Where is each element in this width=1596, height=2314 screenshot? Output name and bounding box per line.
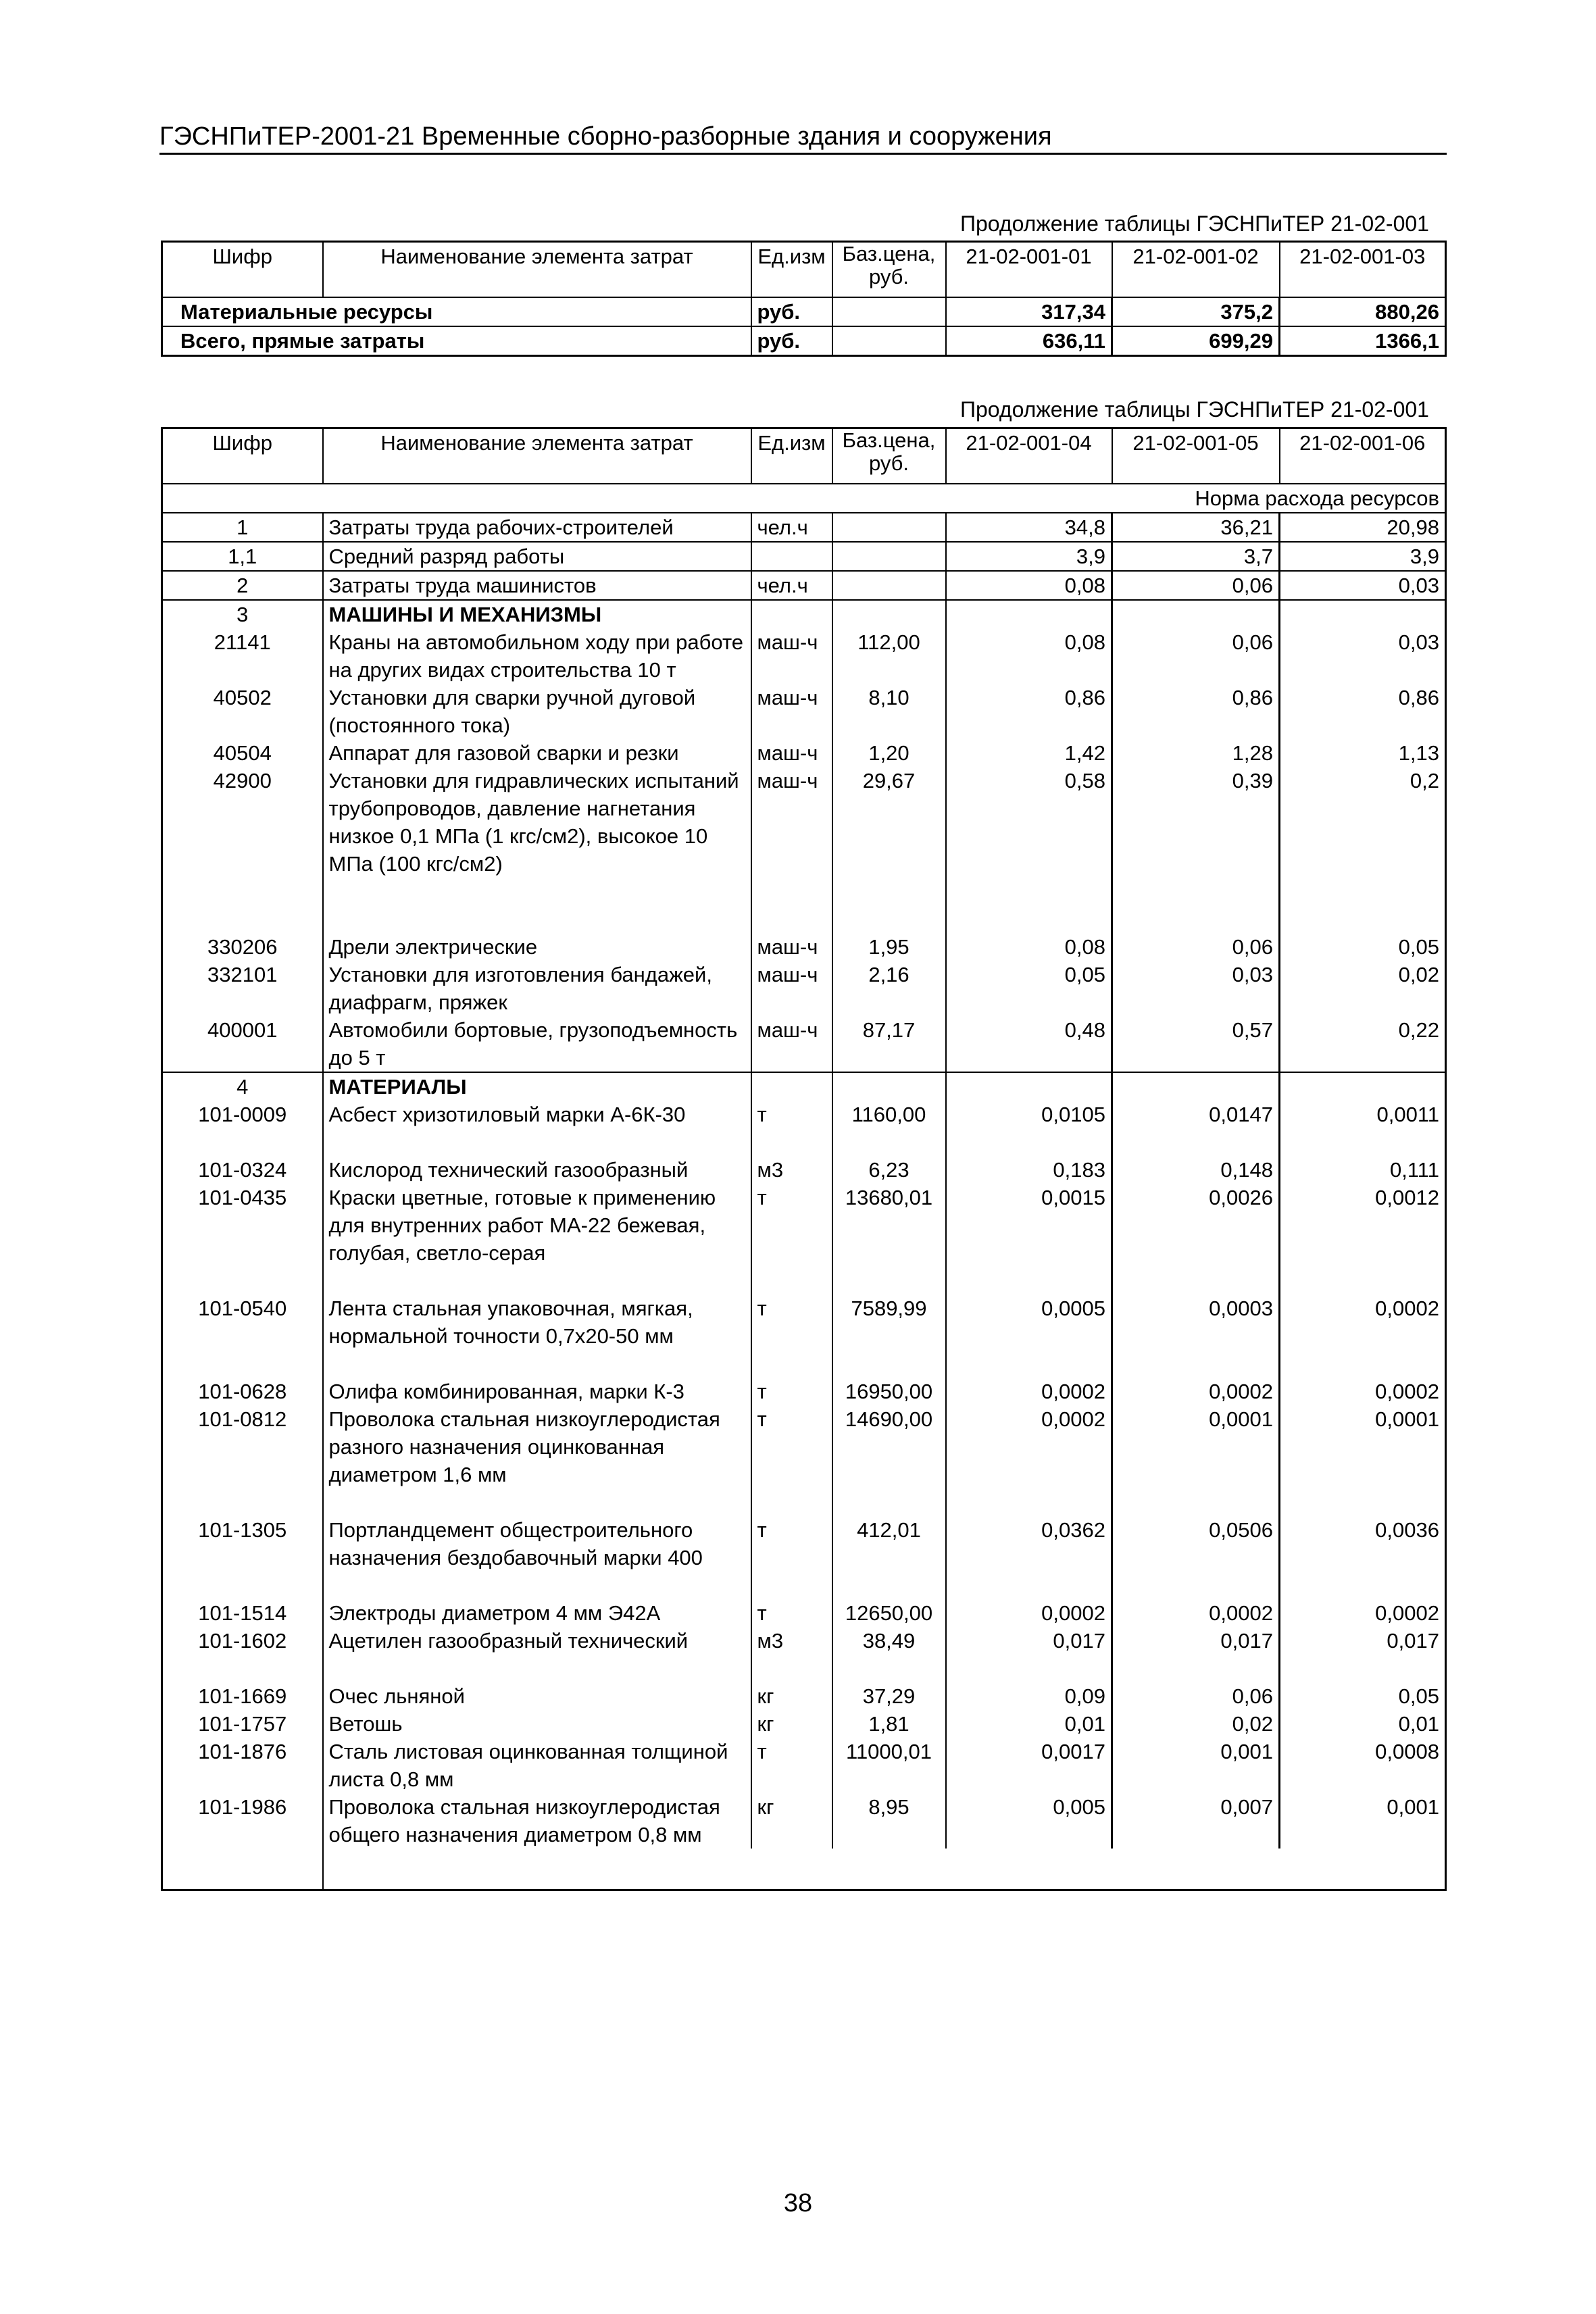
col-c3-header: 21-02-001-06 <box>1280 428 1446 484</box>
value-cell: 0,05 <box>946 961 1112 1016</box>
unit-cell: маш-ч <box>751 933 832 961</box>
value-cell: 1,13 <box>1280 739 1446 767</box>
value-cell: 0,0002 <box>946 1405 1112 1516</box>
value-cell: 36,21 <box>1112 513 1280 542</box>
value-cell: 0,2 <box>1280 767 1446 933</box>
code-cell: 330206 <box>207 935 278 959</box>
value-cell: 0,0105 <box>946 1101 1112 1156</box>
code-cell: 3 <box>162 600 323 628</box>
table1 <box>161 241 1447 357</box>
resource-row <box>162 628 1446 684</box>
unit-cell: маш-ч <box>751 1016 832 1072</box>
value-cell: 0,08 <box>946 571 1112 600</box>
spacer-cell <box>1280 1848 1446 1890</box>
value-cell: 34,8 <box>946 513 1112 542</box>
value-cell: 0,48 <box>946 1016 1112 1072</box>
value-cell: 0,01 <box>1280 1710 1446 1738</box>
unit-cell: руб. <box>751 326 832 356</box>
price-cell: 6,23 <box>832 1156 946 1184</box>
code-cell: 40502 <box>213 686 272 709</box>
value-cell: 3,9 <box>946 542 1112 571</box>
resource-row <box>162 1156 1446 1184</box>
unit-cell: т <box>751 1184 832 1294</box>
value-cell: 0,0147 <box>1112 1101 1280 1156</box>
name-cell: Электроды диаметром 4 мм Э42А <box>323 1599 751 1627</box>
unit-cell: кг <box>751 1682 832 1710</box>
summary-label: Материальные ресурсы <box>162 297 751 326</box>
table2-caption: Продолжение таблицы ГЭСНПиТЕР 21-02-001 <box>960 397 1429 422</box>
name-cell: Асбест хризотиловый марки А-6К-30 <box>323 1101 751 1156</box>
value-cell: 0,0001 <box>1112 1405 1280 1516</box>
name-cell: Краны на автомобильном ходу при работе на других видах строительства 10 т <box>323 628 751 684</box>
col-c3-header: 21-02-001-03 <box>1280 242 1446 298</box>
resource-row <box>162 1627 1446 1682</box>
value-cell: 0,03 <box>1112 961 1280 1016</box>
col-c1-header: 21-02-001-04 <box>946 428 1112 484</box>
value-cell: 20,98 <box>1280 513 1446 542</box>
price-cell: 1,20 <box>832 739 946 767</box>
price-cell: 12650,00 <box>832 1599 946 1627</box>
code-cell: 101-1514 <box>198 1601 287 1625</box>
name-cell: Установки для изготовления бандажей, диафрагм, пряжек <box>323 961 751 1016</box>
price-cell: 8,95 <box>832 1793 946 1848</box>
name-cell: Ацетилен газообразный технический <box>323 1627 751 1682</box>
name-cell: Сталь листовая оцинкованная толщиной листа 0,8 мм <box>323 1738 751 1793</box>
code-cell: 101-0812 <box>198 1407 287 1431</box>
code-cell: 42900 <box>213 769 272 793</box>
name-cell: Установки для сварки ручной дуговой (постоянного тока) <box>323 684 751 739</box>
value-cell: 0,58 <box>946 767 1112 933</box>
code-cell: 101-1876 <box>198 1740 287 1763</box>
resource-row <box>162 1101 1446 1156</box>
spacer-cell <box>323 1848 751 1890</box>
code-cell: 101-1305 <box>198 1518 287 1542</box>
price-cell: 1,81 <box>832 1710 946 1738</box>
name-cell: МАТЕРИАЛЫ <box>323 1072 751 1101</box>
value-cell: 699,29 <box>1112 326 1280 356</box>
code-cell: 101-0628 <box>198 1380 287 1403</box>
code-cell: 1,1 <box>162 542 323 571</box>
resource-row <box>162 1516 1446 1599</box>
value-cell: 0,017 <box>1280 1627 1446 1682</box>
unit-cell: руб. <box>751 297 832 326</box>
resource-row <box>162 1793 1446 1848</box>
value-cell <box>946 1072 1112 1101</box>
unit-cell: т <box>751 1516 832 1599</box>
code-cell: 4 <box>162 1072 323 1101</box>
table1-caption: Продолжение таблицы ГЭСНПиТЕР 21-02-001 <box>960 211 1429 236</box>
name-cell: Дрели электрические <box>323 933 751 961</box>
unit-cell: кг <box>751 1710 832 1738</box>
code-cell: 332101 <box>207 963 278 986</box>
price-cell: 11000,01 <box>832 1738 946 1793</box>
col-c2-header: 21-02-001-02 <box>1112 242 1280 298</box>
value-cell: 0,22 <box>1280 1016 1446 1072</box>
code-cell: 400001 <box>207 1018 278 1042</box>
unit-cell: кг <box>751 1793 832 1848</box>
name-cell: Очес льняной <box>323 1682 751 1710</box>
unit-cell <box>751 1072 832 1101</box>
price-cell: 112,00 <box>832 628 946 684</box>
summary-row <box>162 297 1446 326</box>
price-cell <box>832 297 946 326</box>
col-price-header: Баз.цена, руб. <box>832 428 946 484</box>
col-name-header: Наименование элемента затрат <box>323 242 751 298</box>
norm-row <box>162 484 1446 513</box>
name-cell: Кислород технический газообразный <box>323 1156 751 1184</box>
value-cell: 0,183 <box>946 1156 1112 1184</box>
value-cell <box>1112 1072 1280 1101</box>
resource-row <box>162 542 1446 571</box>
code-cell: 101-1669 <box>198 1684 287 1708</box>
value-cell: 0,0011 <box>1280 1101 1446 1156</box>
resource-row <box>162 571 1446 600</box>
resource-row <box>162 739 1446 767</box>
name-cell: Затраты труда рабочих-строителей <box>323 513 751 542</box>
price-cell: 1160,00 <box>832 1101 946 1156</box>
price-cell: 8,10 <box>832 684 946 739</box>
value-cell: 3,7 <box>1112 542 1280 571</box>
name-cell: Ветошь <box>323 1710 751 1738</box>
price-cell: 2,16 <box>832 961 946 1016</box>
price-cell <box>832 326 946 356</box>
value-cell: 0,0036 <box>1280 1516 1446 1599</box>
spacer-cell <box>1112 1848 1280 1890</box>
price-cell: 16950,00 <box>832 1378 946 1405</box>
table2 <box>161 427 1447 1891</box>
price-cell <box>832 600 946 628</box>
resource-row <box>162 513 1446 542</box>
value-cell: 0,03 <box>1280 628 1446 684</box>
spacer-cell <box>751 1848 832 1890</box>
value-cell: 0,0002 <box>1280 1378 1446 1405</box>
spacer-cell <box>832 1848 946 1890</box>
unit-cell: м3 <box>751 1627 832 1682</box>
value-cell: 0,86 <box>1280 684 1446 739</box>
resource-row <box>162 1016 1446 1072</box>
value-cell <box>1112 600 1280 628</box>
value-cell: 0,007 <box>1112 1793 1280 1848</box>
col-code-header: Шифр <box>162 242 323 298</box>
unit-cell: т <box>751 1738 832 1793</box>
value-cell: 0,001 <box>1112 1738 1280 1793</box>
unit-cell: м3 <box>751 1156 832 1184</box>
price-cell: 14690,00 <box>832 1405 946 1516</box>
name-cell: Затраты труда машинистов <box>323 571 751 600</box>
value-cell: 0,86 <box>1112 684 1280 739</box>
price-cell: 29,67 <box>832 767 946 933</box>
price-cell <box>832 1072 946 1101</box>
resource-row <box>162 1184 1446 1294</box>
value-cell: 880,26 <box>1280 297 1446 326</box>
resource-row <box>162 767 1446 933</box>
name-cell: Проволока стальная низкоуглеродистая общего назначения диаметром 0,8 мм <box>323 1793 751 1848</box>
value-cell: 0,148 <box>1112 1156 1280 1184</box>
value-cell: 0,0002 <box>1112 1378 1280 1405</box>
value-cell: 1,42 <box>946 739 1112 767</box>
value-cell <box>1280 600 1446 628</box>
page-header: ГЭСНПиТЕР-2001-21 Временные сборно-разборные здания и сооружения <box>159 120 1447 155</box>
unit-cell: маш-ч <box>751 628 832 684</box>
value-cell: 1366,1 <box>1280 326 1446 356</box>
value-cell: 1,28 <box>1112 739 1280 767</box>
price-cell <box>832 513 946 542</box>
value-cell: 0,02 <box>1112 1710 1280 1738</box>
value-cell: 0,001 <box>1280 1793 1446 1848</box>
price-cell: 412,01 <box>832 1516 946 1599</box>
value-cell: 0,017 <box>946 1627 1112 1682</box>
unit-cell: т <box>751 1378 832 1405</box>
value-cell: 0,06 <box>1112 1682 1280 1710</box>
price-cell <box>832 542 946 571</box>
unit-cell: маш-ч <box>751 961 832 1016</box>
code-cell: 1 <box>162 513 323 542</box>
name-cell: МАШИНЫ И МЕХАНИЗМЫ <box>323 600 751 628</box>
code-cell: 101-0540 <box>198 1297 287 1320</box>
col-c2-header: 21-02-001-05 <box>1112 428 1280 484</box>
col-code-header: Шифр <box>162 428 323 484</box>
price-cell: 38,49 <box>832 1627 946 1682</box>
price-cell: 7589,99 <box>832 1294 946 1378</box>
value-cell: 375,2 <box>1112 297 1280 326</box>
spacer-cell <box>162 1848 323 1890</box>
name-cell: Олифа комбинированная, марки К-3 <box>323 1378 751 1405</box>
value-cell: 0,0005 <box>946 1294 1112 1378</box>
summary-label: Всего, прямые затраты <box>162 326 751 356</box>
norm-label: Норма расхода ресурсов <box>162 484 1446 513</box>
price-cell: 87,17 <box>832 1016 946 1072</box>
price-cell <box>832 571 946 600</box>
value-cell: 0,0002 <box>1280 1294 1446 1378</box>
value-cell: 0,0012 <box>1280 1184 1446 1294</box>
resource-row <box>162 1405 1446 1516</box>
value-cell <box>1280 1072 1446 1101</box>
resource-row <box>162 1682 1446 1710</box>
value-cell: 0,03 <box>1280 571 1446 600</box>
resource-row <box>162 684 1446 739</box>
value-cell: 636,11 <box>946 326 1112 356</box>
name-cell: Установки для гидравлических испытаний трубопроводов, давление нагнетания низкое 0,1 МПа (1 кгс/см2), высокое 10 МПа (100 кгс/см2) <box>323 767 751 933</box>
code-cell: 2 <box>162 571 323 600</box>
unit-cell <box>751 600 832 628</box>
price-cell: 1,95 <box>832 933 946 961</box>
code-cell: 101-0009 <box>198 1103 287 1126</box>
value-cell: 0,005 <box>946 1793 1112 1848</box>
value-cell: 0,08 <box>946 628 1112 684</box>
resource-row <box>162 1294 1446 1378</box>
unit-cell: маш-ч <box>751 739 832 767</box>
name-cell: Краски цветные, готовые к применению для внутренних работ МА-22 бежевая, голубая, светло-серая <box>323 1184 751 1294</box>
value-cell: 0,06 <box>1112 628 1280 684</box>
code-cell: 40504 <box>213 741 272 765</box>
value-cell: 3,9 <box>1280 542 1446 571</box>
price-cell: 13680,01 <box>832 1184 946 1294</box>
value-cell: 0,111 <box>1280 1156 1446 1184</box>
value-cell: 0,0026 <box>1112 1184 1280 1294</box>
name-cell: Аппарат для газовой сварки и резки <box>323 739 751 767</box>
name-cell: Проволока стальная низкоуглеродистая разного назначения оцинкованная диаметром 1,6 мм <box>323 1405 751 1516</box>
name-cell: Средний разряд работы <box>323 542 751 571</box>
value-cell: 0,0015 <box>946 1184 1112 1294</box>
code-cell: 101-1986 <box>198 1795 287 1819</box>
col-price-header: Баз.цена, руб. <box>832 242 946 298</box>
resource-row <box>162 1738 1446 1793</box>
resource-row <box>162 933 1446 961</box>
unit-cell: маш-ч <box>751 767 832 933</box>
value-cell: 0,01 <box>946 1710 1112 1738</box>
value-cell: 0,05 <box>1280 1682 1446 1710</box>
resource-row <box>162 1599 1446 1627</box>
unit-cell: т <box>751 1599 832 1627</box>
code-cell: 101-0435 <box>198 1186 287 1209</box>
unit-cell: чел.ч <box>751 513 832 542</box>
name-cell: Портландцемент общестроительного назначения бездобавочный марки 400 <box>323 1516 751 1599</box>
value-cell: 317,34 <box>946 297 1112 326</box>
spacer-cell <box>946 1848 1112 1890</box>
code-cell: 101-1757 <box>198 1712 287 1736</box>
value-cell: 0,09 <box>946 1682 1112 1710</box>
value-cell: 0,02 <box>1280 961 1446 1016</box>
value-cell: 0,06 <box>1112 571 1280 600</box>
value-cell: 0,0008 <box>1280 1738 1446 1793</box>
resource-row <box>162 961 1446 1016</box>
unit-cell: чел.ч <box>751 571 832 600</box>
value-cell: 0,57 <box>1112 1016 1280 1072</box>
table2-header-row <box>162 428 1446 484</box>
resource-row <box>162 1710 1446 1738</box>
unit-cell <box>751 542 832 571</box>
col-unit-header: Ед.изм <box>751 242 832 298</box>
value-cell: 0,0017 <box>946 1738 1112 1793</box>
value-cell: 0,0002 <box>946 1599 1112 1627</box>
name-cell: Автомобили бортовые, грузоподъемность до 5 т <box>323 1016 751 1072</box>
col-name-header: Наименование элемента затрат <box>323 428 751 484</box>
price-cell: 37,29 <box>832 1682 946 1710</box>
value-cell: 0,0002 <box>946 1378 1112 1405</box>
value-cell: 0,08 <box>946 933 1112 961</box>
resource-row <box>162 1378 1446 1405</box>
value-cell: 0,05 <box>1280 933 1446 961</box>
code-cell: 101-1602 <box>198 1629 287 1653</box>
summary-row <box>162 326 1446 356</box>
table-end-spacer <box>162 1848 1446 1890</box>
value-cell <box>946 600 1112 628</box>
value-cell: 0,0002 <box>1112 1599 1280 1627</box>
col-unit-header: Ед.изм <box>751 428 832 484</box>
unit-cell: маш-ч <box>751 684 832 739</box>
value-cell: 0,0506 <box>1112 1516 1280 1599</box>
unit-cell: т <box>751 1405 832 1516</box>
name-cell: Лента стальная упаковочная, мягкая, нормальной точности 0,7х20-50 мм <box>323 1294 751 1378</box>
col-c1-header: 21-02-001-01 <box>946 242 1112 298</box>
code-cell: 21141 <box>214 630 271 654</box>
value-cell: 0,86 <box>946 684 1112 739</box>
resource-row <box>162 600 1446 628</box>
resource-row <box>162 1072 1446 1101</box>
value-cell: 0,0362 <box>946 1516 1112 1599</box>
value-cell: 0,0001 <box>1280 1405 1446 1516</box>
code-cell: 101-0324 <box>198 1158 287 1182</box>
value-cell: 0,0003 <box>1112 1294 1280 1378</box>
value-cell: 0,39 <box>1112 767 1280 933</box>
page-number: 38 <box>783 2189 813 2217</box>
table1-header-row <box>162 242 1446 298</box>
unit-cell: т <box>751 1294 832 1378</box>
value-cell: 0,017 <box>1112 1627 1280 1682</box>
value-cell: 0,06 <box>1112 933 1280 961</box>
unit-cell: т <box>751 1101 832 1156</box>
value-cell: 0,0002 <box>1280 1599 1446 1627</box>
